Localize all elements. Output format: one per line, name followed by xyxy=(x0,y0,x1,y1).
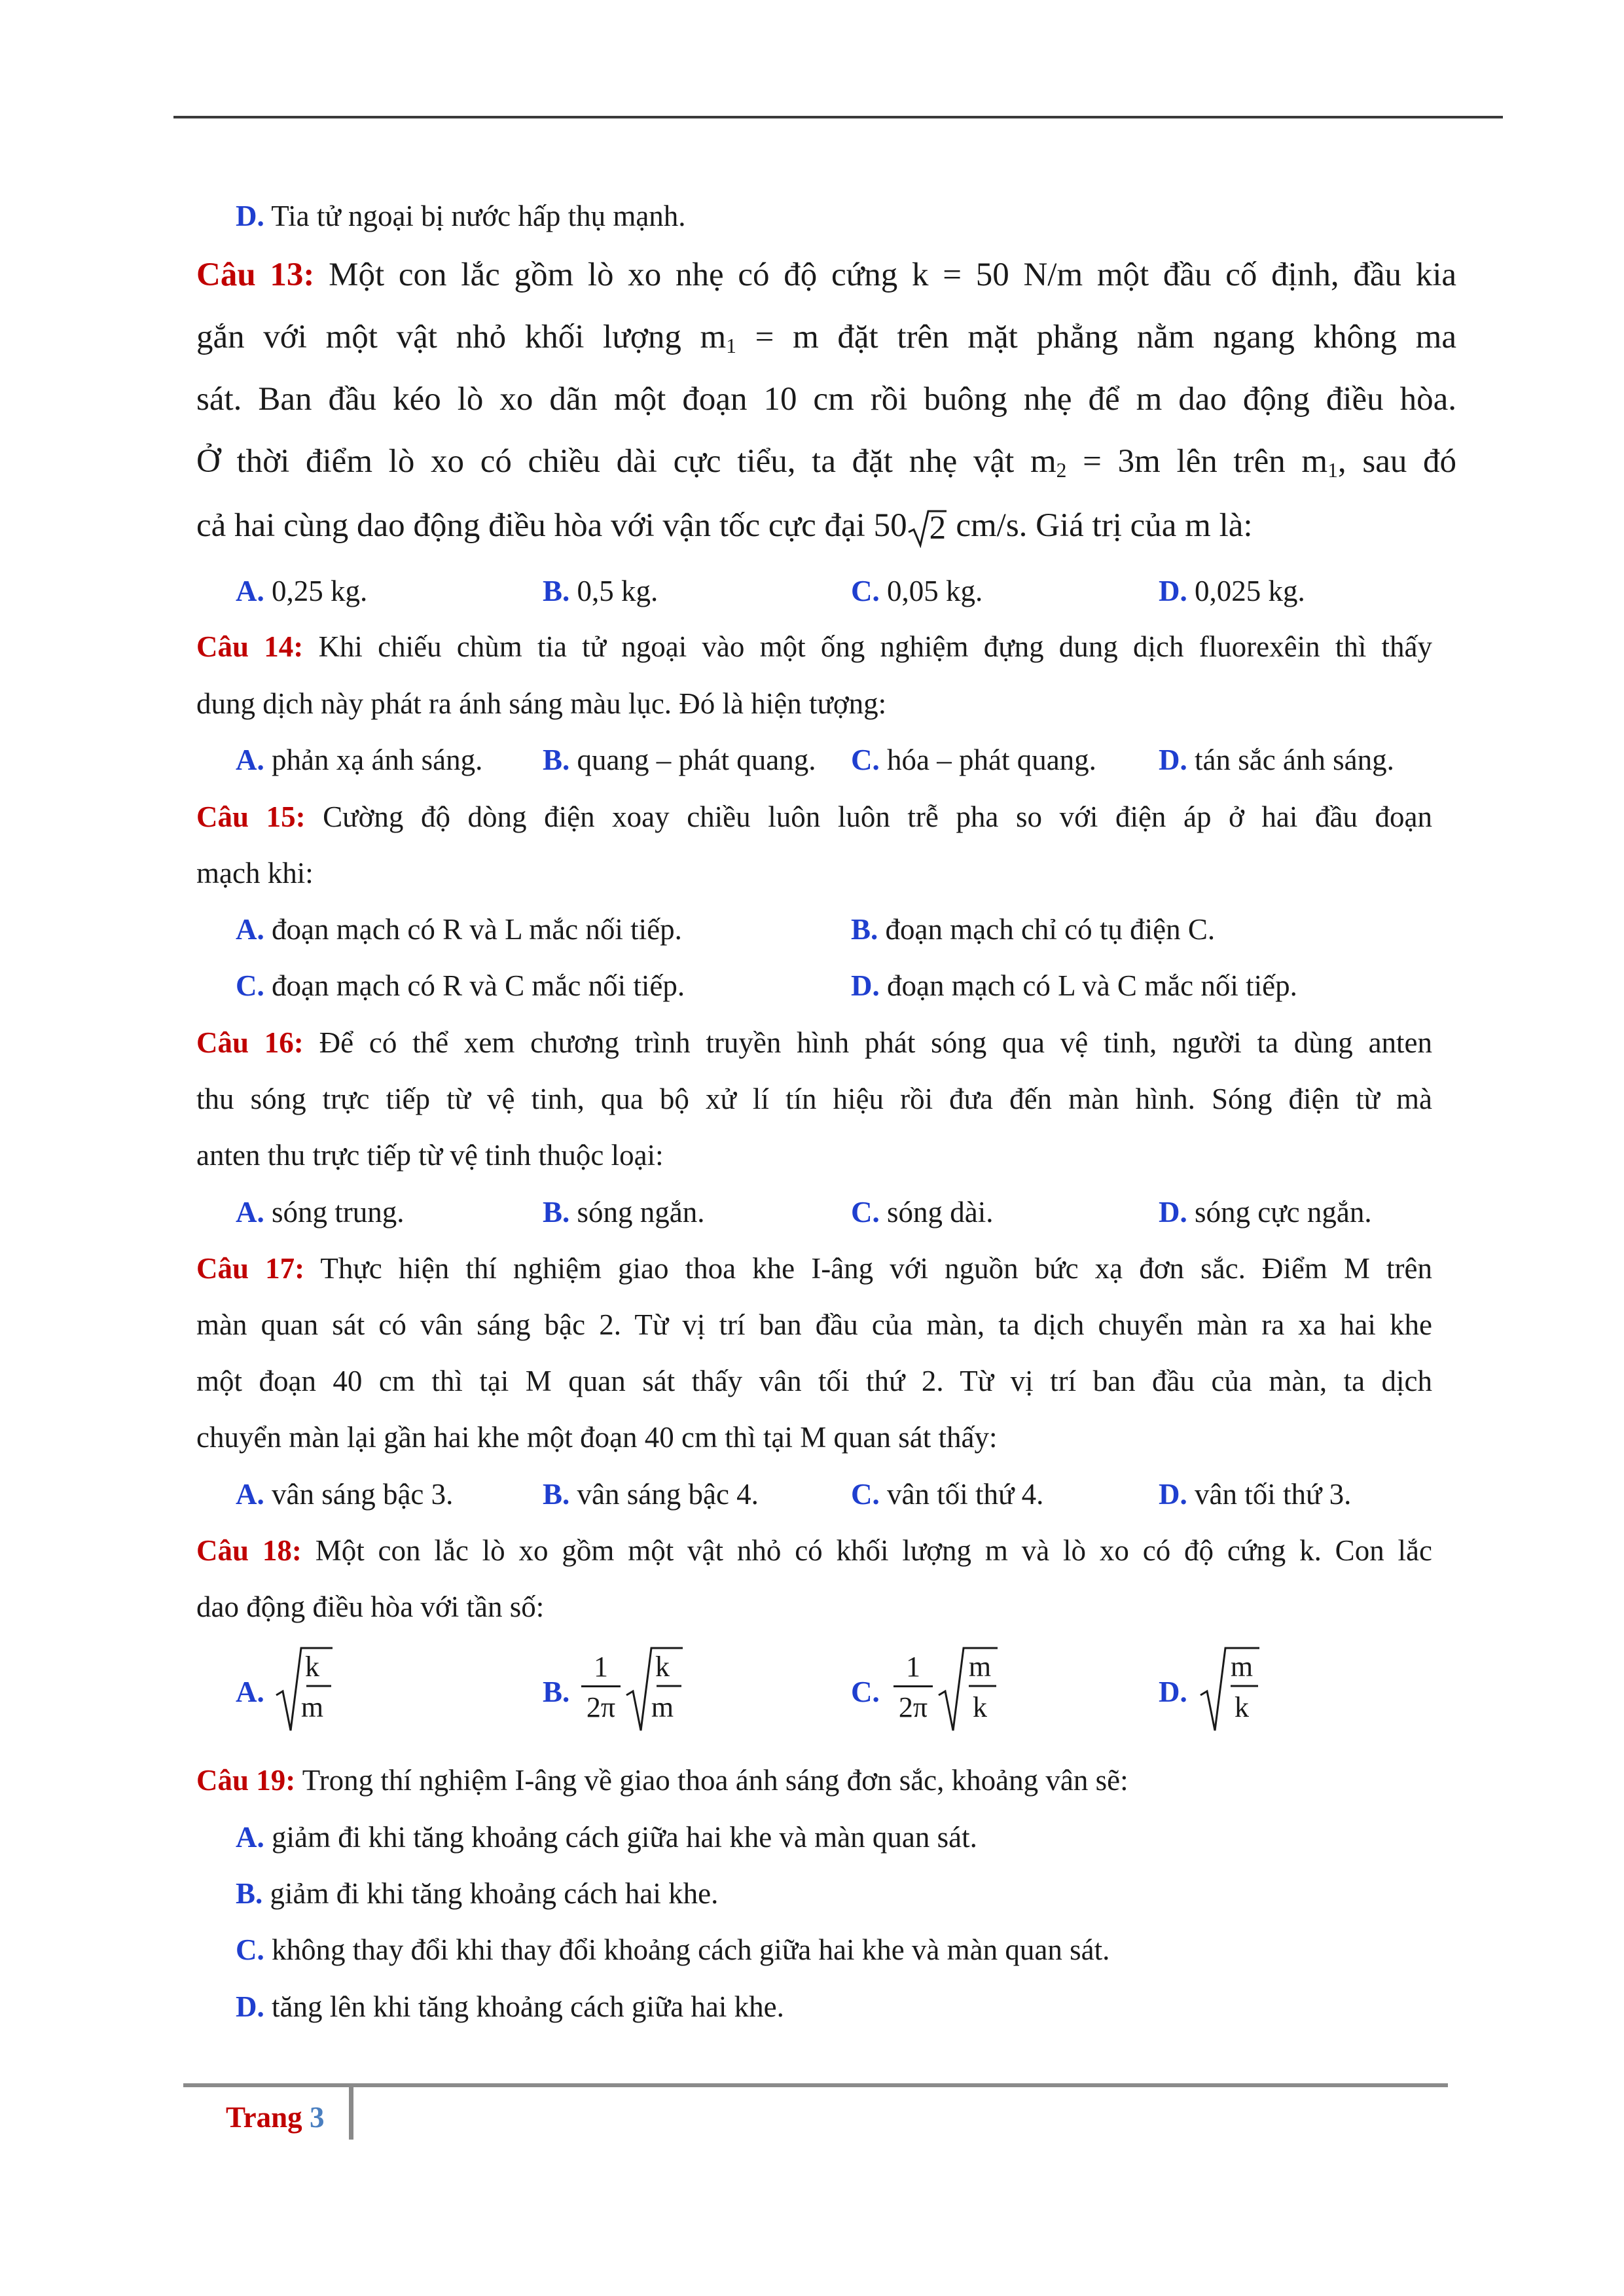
coef-denominator: 2π xyxy=(586,1691,616,1723)
q15-option-a[interactable] xyxy=(236,910,682,949)
subscript: 1 xyxy=(1327,458,1338,482)
q14-option-b[interactable] xyxy=(543,740,816,780)
question-text: Thực hiện thí nghiệm giao thoa khe I-âng với nguồn bức xạ đơn sắc. Điểm M trên xyxy=(320,1252,1433,1285)
option-text: vân sáng bậc 4. xyxy=(577,1478,759,1511)
sqrt-2 xyxy=(907,509,948,548)
fraction-bar xyxy=(581,1685,621,1687)
text: sát. Ban đầu kéo lò xo dãn một đoạn 10 cm rồi buông nhẹ để m dao động điều hòa. xyxy=(196,381,1456,418)
option-label: D. xyxy=(851,969,880,1002)
q19-line-1 xyxy=(196,1761,1128,1800)
option-text: đoạn mạch có L và C mắc nối tiếp. xyxy=(887,969,1297,1002)
question-text: mạch khi: xyxy=(196,857,314,889)
fraction-numerator: m xyxy=(968,1651,992,1683)
q16-option-c[interactable] xyxy=(851,1193,994,1232)
option-text: Tia tử ngoại bị nước hấp thụ mạnh. xyxy=(271,200,686,232)
question-label: Câu 14: xyxy=(196,630,304,663)
prev-option-d xyxy=(236,196,686,236)
option-text: phản xạ ánh sáng. xyxy=(272,744,483,776)
fraction-denominator: k xyxy=(973,1691,987,1723)
q16-option-a[interactable] xyxy=(236,1193,405,1232)
option-text: vân sáng bậc 3. xyxy=(272,1478,454,1511)
q14-option-d[interactable] xyxy=(1159,740,1394,780)
option-label: A. xyxy=(236,1676,264,1708)
q18-line-1 xyxy=(196,1531,1432,1570)
q17-option-c[interactable] xyxy=(851,1475,1043,1514)
q13-option-a[interactable] xyxy=(236,571,367,611)
option-label: B. xyxy=(543,744,570,776)
option-label: B. xyxy=(851,913,878,946)
option-text: 0,25 kg. xyxy=(272,575,368,607)
question-text: Một con lắc gồm lò xo nhẹ có độ cứng k = 50 N/m một đầu cố định, đầu kia xyxy=(329,257,1456,293)
q15-option-d[interactable] xyxy=(851,966,1297,1005)
option-text: tăng lên khi tăng khoảng cách giữa hai khe. xyxy=(272,1990,784,2023)
option-label: A. xyxy=(236,575,264,607)
q16-option-b[interactable] xyxy=(543,1193,705,1232)
q13-line-3 xyxy=(196,380,1456,419)
question-text: một đoạn 40 cm thì tại M quan sát thấy vân tối thứ 2. Từ vị trí ban đầu của màn, ta dịch xyxy=(196,1365,1432,1397)
option-label: C. xyxy=(851,1676,880,1708)
question-text: dung dịch này phát ra ánh sáng màu lục. Đó là hiện tượng: xyxy=(196,687,887,720)
q15-line-2 xyxy=(196,853,314,893)
q18-option-a[interactable] xyxy=(236,1672,264,1712)
q19-option-d[interactable] xyxy=(236,1987,784,2026)
option-label: D. xyxy=(236,1990,264,2023)
option-text: sóng cực ngắn. xyxy=(1195,1196,1372,1229)
option-text: 0,5 kg. xyxy=(577,575,659,607)
option-label: A. xyxy=(236,1821,264,1854)
q17-option-a[interactable] xyxy=(236,1475,453,1514)
option-label: C. xyxy=(851,1196,880,1229)
option-label: A. xyxy=(236,744,264,776)
q18-option-c[interactable] xyxy=(851,1672,880,1712)
option-text: sóng trung. xyxy=(272,1196,405,1229)
radicand: 2 xyxy=(929,510,947,547)
coef-denominator: 2π xyxy=(898,1691,928,1723)
option-label: B. xyxy=(543,1478,570,1511)
question-text: Trong thí nghiệm I-âng về giao thoa ánh sáng đơn sắc, khoảng vân sẽ: xyxy=(302,1764,1128,1797)
q16-line-1 xyxy=(196,1023,1432,1062)
option-text: đoạn mạch chỉ có tụ điện C. xyxy=(885,913,1216,946)
option-text: sóng ngắn. xyxy=(577,1196,705,1229)
fraction-bar xyxy=(893,1685,933,1687)
option-label: C. xyxy=(236,969,264,1002)
footer-divider xyxy=(349,2085,353,2140)
q19-option-b[interactable] xyxy=(236,1874,718,1913)
q14-line-2 xyxy=(196,684,886,723)
q18-option-d[interactable] xyxy=(1159,1672,1187,1712)
option-text: vân tối thứ 4. xyxy=(887,1478,1044,1511)
option-label: C. xyxy=(851,744,880,776)
option-label: B. xyxy=(543,1676,570,1708)
option-label: C. xyxy=(236,1933,264,1966)
question-text: Khi chiếu chùm tia tử ngoại vào một ống nghiệm đựng dung dịch fluorexêin thì thấy xyxy=(318,630,1433,663)
option-label: C. xyxy=(851,1478,880,1511)
q17-line-4 xyxy=(196,1418,997,1457)
question-label: Câu 18: xyxy=(196,1534,302,1567)
fraction-denominator: m xyxy=(300,1691,324,1723)
option-text: 0,025 kg. xyxy=(1195,575,1305,607)
subscript: 1 xyxy=(726,334,736,357)
option-text: không thay đổi khi thay đổi khoảng cách giữa hai khe và màn quan sát. xyxy=(272,1933,1110,1966)
question-text: dao động điều hòa với tần số: xyxy=(196,1590,545,1623)
option-label: A. xyxy=(236,1478,264,1511)
option-label: B. xyxy=(543,1196,570,1229)
q13-option-b[interactable] xyxy=(543,571,658,611)
fraction-numerator: k xyxy=(305,1651,319,1683)
q19-option-a[interactable] xyxy=(236,1818,977,1857)
page-label-number: 3 xyxy=(309,2101,325,2134)
q17-line-1 xyxy=(196,1249,1432,1288)
page-label-text: Trang xyxy=(226,2101,302,2134)
q15-option-c[interactable] xyxy=(236,966,685,1005)
question-label: Câu 17: xyxy=(196,1252,305,1285)
header-rule xyxy=(173,116,1503,118)
q15-line-1 xyxy=(196,797,1432,836)
text: = 3m lên trên m xyxy=(1066,443,1328,480)
subscript: 2 xyxy=(1056,458,1067,482)
q13-option-d[interactable] xyxy=(1159,571,1305,611)
q16-line-2 xyxy=(196,1079,1432,1119)
question-label: Câu 16: xyxy=(196,1026,304,1059)
q19-option-c[interactable] xyxy=(236,1930,1110,1969)
option-label: D. xyxy=(236,200,264,232)
option-label: D. xyxy=(1159,1478,1187,1511)
question-text: Để có thể xem chương trình truyền hình phát sóng qua vệ tinh, người ta dùng anten xyxy=(319,1026,1433,1059)
text: Ở thời điểm lò xo có chiều dài cực tiểu, ta đặt nhẹ vật m xyxy=(196,443,1056,480)
question-text: anten thu trực tiếp từ vệ tinh thuộc loại: xyxy=(196,1139,664,1172)
fraction-numerator: k xyxy=(655,1651,670,1683)
q13-line-4 xyxy=(196,442,1456,481)
q17-option-b[interactable] xyxy=(543,1475,759,1514)
text: gắn với một vật nhỏ khối lượng m xyxy=(196,319,727,355)
text: , sau đó xyxy=(1337,443,1457,480)
text: = m đặt trên mặt phẳng nằm ngang không ma xyxy=(736,319,1456,355)
q13-line-5 xyxy=(196,506,1253,548)
question-text: Một con lắc lò xo gồm một vật nhỏ có khối lượng m và lò xo có độ cứng k. Con lắc xyxy=(315,1534,1432,1567)
option-text: sóng dài. xyxy=(887,1196,994,1229)
text: cm/s. Giá trị của m là: xyxy=(947,507,1253,544)
question-text: màn quan sát có vân sáng bậc 2. Từ vị trí ban đầu của màn, ta dịch chuyển màn ra xa hai khe xyxy=(196,1308,1432,1341)
option-text: quang – phát quang. xyxy=(577,744,816,776)
option-label: B. xyxy=(543,575,570,607)
coef-numerator: 1 xyxy=(906,1651,920,1683)
coef-numerator: 1 xyxy=(594,1651,608,1683)
fraction-numerator: m xyxy=(1230,1651,1254,1683)
option-text: vân tối thứ 3. xyxy=(1195,1478,1352,1511)
q18-line-2 xyxy=(196,1587,544,1626)
q18-option-b[interactable] xyxy=(543,1672,569,1712)
q15-option-b[interactable] xyxy=(851,910,1215,949)
q13-line-2 xyxy=(196,317,1456,357)
question-label: Câu 15: xyxy=(196,800,306,833)
option-label: D. xyxy=(1159,1196,1187,1229)
option-label: D. xyxy=(1159,744,1187,776)
page-number xyxy=(226,2098,324,2137)
q17-line-3 xyxy=(196,1361,1432,1401)
option-text: giảm đi khi tăng khoảng cách hai khe. xyxy=(270,1877,719,1910)
option-label: D. xyxy=(1159,575,1187,607)
q13-option-c[interactable] xyxy=(851,571,983,611)
question-label: Câu 19: xyxy=(196,1764,296,1797)
option-label: B. xyxy=(236,1877,263,1910)
option-label: A. xyxy=(236,913,264,946)
q17-line-2 xyxy=(196,1305,1432,1344)
question-text: chuyển màn lại gần hai khe một đoạn 40 cm thì tại M quan sát thấy: xyxy=(196,1421,998,1454)
question-text: Cường độ dòng điện xoay chiều luôn luôn trễ pha so với điện áp ở hai đầu đoạn xyxy=(323,800,1433,833)
option-text: đoạn mạch có R và C mắc nối tiếp. xyxy=(272,969,685,1002)
q14-option-c[interactable] xyxy=(851,740,1096,780)
option-text: giảm đi khi tăng khoảng cách giữa hai khe và màn quan sát. xyxy=(272,1821,977,1854)
footer-rule xyxy=(183,2083,1448,2087)
question-label: Câu 13: xyxy=(196,257,315,293)
option-text: đoạn mạch có R và L mắc nối tiếp. xyxy=(272,913,682,946)
q17-option-d[interactable] xyxy=(1159,1475,1351,1514)
option-label: D. xyxy=(1159,1676,1187,1708)
option-text: 0,05 kg. xyxy=(887,575,983,607)
q16-option-d[interactable] xyxy=(1159,1193,1372,1232)
text: cả hai cùng dao động điều hòa với vận tốc cực đại 50 xyxy=(196,507,907,544)
option-text: hóa – phát quang. xyxy=(887,744,1096,776)
option-label: A. xyxy=(236,1196,264,1229)
fraction-denominator: m xyxy=(651,1691,674,1723)
q14-line-1 xyxy=(196,627,1432,666)
q13-line-1 xyxy=(196,255,1456,295)
question-text: thu sóng trực tiếp từ vệ tinh, qua bộ xử lí tín hiệu rồi đưa đến màn hình. Sóng điện từ mà xyxy=(196,1083,1432,1115)
q14-option-a[interactable] xyxy=(236,740,482,780)
q16-line-3 xyxy=(196,1136,664,1175)
option-text: tán sắc ánh sáng. xyxy=(1195,744,1394,776)
option-label: C. xyxy=(851,575,880,607)
fraction-denominator: k xyxy=(1235,1691,1249,1723)
